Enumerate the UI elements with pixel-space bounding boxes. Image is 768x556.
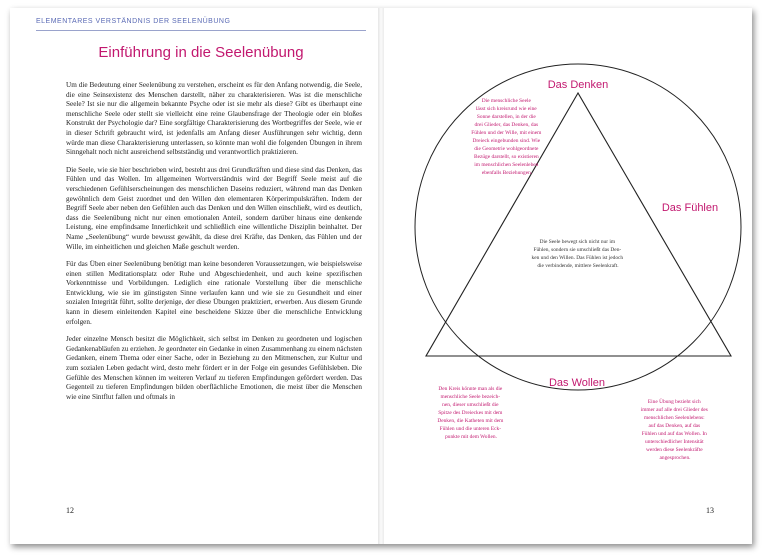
running-head: ELEMENTARES VERSTÄNDNIS DER SEELENÜBUNG: [36, 18, 231, 25]
note-bottom-left: Den Kreis könnte man als die menschliche Seele bezeich- nen, dieser umschließt die Spitze des Dreieckes mit dem Denken, die Katheten mit dem Fühlen und die unteren Eck- punkte mit dem Wollen.: [437, 386, 504, 440]
book-spread: [10, 8, 752, 544]
note-bottom-right: Eine Übung bezieht sich immer auf alle drei Glieder des menschlichen Seelenlebens: auf das Denken, auf das Fühlen und auf das Wollen. In unterschiedlicher Intensität werden diese Seelenkräfte angesprochen.: [640, 399, 708, 461]
note-center: Die Seele bewegt sich nicht nur im Fühlen, sondern sie umschließt das Den- ken und den Willen. Das Fühlen ist jedoch die verbindende, mittlere Seelenkraft.: [531, 239, 624, 269]
paragraph-2: Die Seele, wie sie hier beschrieben wird, besteht aus drei Grundkräften und diese sind das Denken, das Fühlen und das Wollen. Im allgemeinen Wortverständnis wird der Begriff Seele meist auf die verschiedenen Gefühlserscheinungen des menschlichen Daseins reduziert, während man das Denken gewöhnlich dem Geist zuordnet und den Willen den elementaren Körperimpulskräften. Indem der Begriff Seele aber neben den Gefühlen auch das Denken und den Willen einschließt, wird es deutlich, dass die Seelenübung nicht nur einen emotionalen Anteil, sondern darüber hinaus eine denkende Leistung, eine empfindsame Innerlichkeit und schließlich eine willentliche Disziplin beinhaltet. Der Name „Seelenübung“ wurde bewusst gewählt, da diese drei Kräfte, das Denken, das Fühlen und der Wille, im einheitlichen und gleichen Maße geschult werden.: [66, 165, 362, 251]
header-rule: [36, 30, 366, 31]
label-denken: Das Denken: [547, 79, 609, 91]
paragraph-4: Jeder einzelne Mensch besitzt die Möglichkeit, sich selbst im Denken zu geordneten und logischen Gedankenabläufen zu erziehen. Je geordneter ein Gedanke in einen Zusammenhang zu einem nächsten Gedanken, einem Thema oder einer Sache, oder in Beziehung zu den Mitmenschen, zur Kultur und zum sozialen Leben gedacht wird, desto mehr fördert er in der Folge ein gesundes Gefühlsleben. Die Gefühle des Menschen können im weiteren Verlauf zu tieferen Empfindungen gefördert werden. Das Gegenteil zu tieferen Empfindungen bilden oberflächliche Emotionen, die meist über die Menschen wie eine Sintflut fallen und oftmals in: [66, 335, 362, 401]
soul-diagram: [380, 8, 752, 544]
body-text: [66, 81, 362, 410]
label-fuehlen: Das Fühlen: [661, 202, 719, 214]
note-top-left: Die menschliche Seele lässt sich kreisrund wie eine Sonne darstellen, in der die drei Glieder, das Denken, das Fühlen und der Wille, mit einem Dreieck eingebunden sind. Wie die Geometrie wohlgeordnete Bezüge darstellt, so existieren im menschlichen Seelenleben ebenfalls Beziehungen.: [471, 98, 542, 176]
page-number-left: 12: [66, 506, 74, 515]
paragraph-1: Um die Bedeutung einer Seelenübung zu verstehen, erscheint es für den Anfang notwendig, die Seele, die eine Seinsexistenz des Menschen darstellt, näher zu charakterisieren. Was ist die menschliche Seele? Ist sie nur die allgemein bekannte Psyche oder ist sie mehr als diese? Gibt es überhaupt eine menschliche Seele oder stellt sie vielleicht eine reine Glaubensfrage der Theologie oder ein bloßes Konstrukt der Psychologie dar? Eine sorgfältige Charakterisierung des Wortbegriffes der Seele, wie er in dieser Schrift gebraucht wird, ist jedenfalls am Anfang dieser Ausführungen sehr wichtig, denn würde man diese Charakterisierung unterlassen, so könnte man wohl die folgenden Übungen in ihrem Sinngehalt noch nicht ausreichend selbstständig und verantwortlich praktizieren.: [66, 81, 362, 157]
chapter-title: Einführung in die Seelenübung: [98, 44, 304, 61]
label-wollen: Das Wollen: [548, 377, 606, 389]
page-number-right: 13: [706, 506, 714, 515]
left-page: [10, 8, 380, 544]
paragraph-3: Für das Üben einer Seelenübung benötigt man keine besonderen Voraussetzungen, wie beispielsweise einen stillen Meditationsplatz oder Ruhe und Abgeschiedenheit, und auch keine spezifischen Vorkenntnisse und Vorbildungen. Lediglich eine rationale Vorstellung über die menschliche Entwicklung, wie sie im günstigsten Sinne verlaufen kann und wie sie zu Gesundheit und einer sozialen Integrität führt, sollte derjenige, der diese Übungen praktiziert, erwerben. Aus diesem Grunde kann in diesem einleitenden Kapitel eine bescheidene Skizze über die menschliche Entwicklung erfolgen.: [66, 260, 362, 326]
right-page: [380, 8, 752, 544]
soul-circle: [415, 64, 741, 390]
